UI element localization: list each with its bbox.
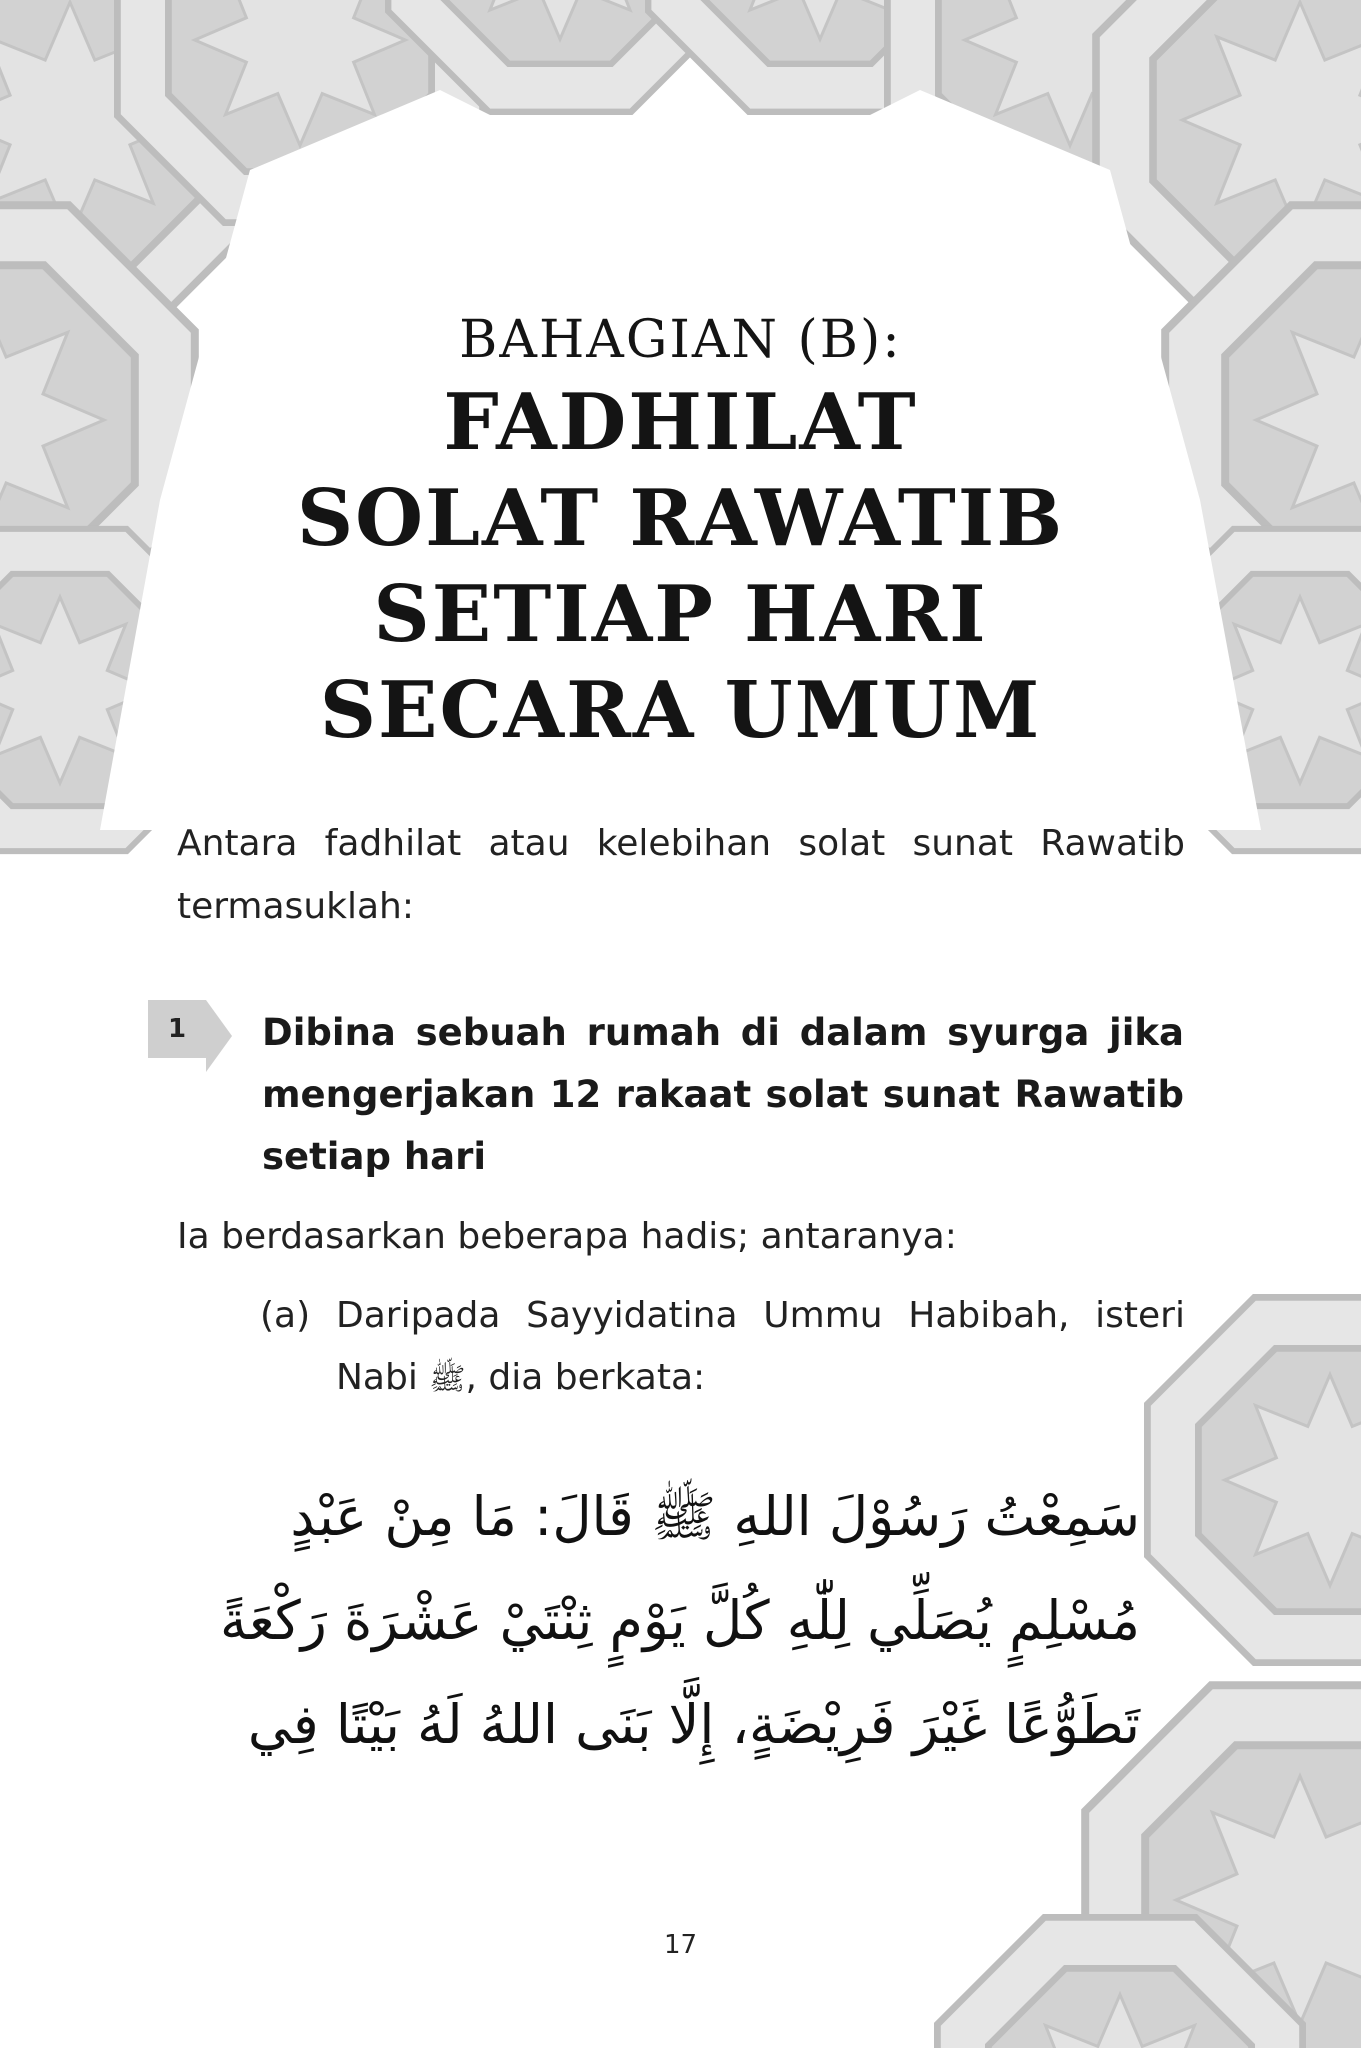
intro-paragraph: Antara fadhilat atau kelebihan solat sunat Rawatib termasuklah: bbox=[177, 823, 1185, 927]
badge-arrow-icon bbox=[206, 1000, 232, 1072]
point-heading: Dibina sebuah rumah di dalam syurga jika mengerjakan 12 rakaat solat sunat Rawatib setiap hari bbox=[262, 1011, 1184, 1178]
chapter-title bbox=[0, 375, 1361, 759]
title-line: SOLAT RAWATIB bbox=[296, 473, 1065, 564]
arabic-line: سَمِعْتُ رَسُوْلَ اللهِ ﷺ قَالَ: مَا مِنْ عَبْدٍ bbox=[290, 1485, 1140, 1548]
sub-item-text-end: , dia berkata: bbox=[465, 1357, 706, 1398]
sub-item-label: (a) bbox=[260, 1295, 311, 1336]
body-paragraph: Ia berdasarkan beberapa hadis; antaranya: bbox=[177, 1216, 957, 1257]
sub-item-text bbox=[336, 1285, 1185, 1411]
point-number-badge bbox=[148, 1000, 206, 1058]
section-label: BAHAGIAN (B): bbox=[459, 310, 902, 370]
title-line: SECARA UMUM bbox=[319, 665, 1042, 756]
point-number: 1 bbox=[167, 1014, 187, 1044]
title-line: FADHILAT bbox=[443, 377, 918, 468]
sub-item-text-start: Daripada Sayyidatina Ummu Habibah, isteri Nabi bbox=[336, 1295, 1185, 1398]
salawat-symbol: ﷺ bbox=[429, 1362, 466, 1397]
title-line: SETIAP HARI bbox=[373, 569, 988, 660]
arabic-line: مُسْلِمٍ يُصَلِّي لِلّٰهِ كُلَّ يَوْمٍ ثِنْتَيْ عَشْرَةَ رَكْعَةً bbox=[220, 1589, 1140, 1652]
arabic-line: تَطَوُّعًا غَيْرَ فَرِيْضَةٍ، إِلَّا بَنَى اللهُ لَهُ بَيْتًا فِي bbox=[247, 1693, 1140, 1756]
page-number: 17 bbox=[663, 1930, 698, 1960]
arabic-hadith-text bbox=[220, 1465, 1140, 1777]
